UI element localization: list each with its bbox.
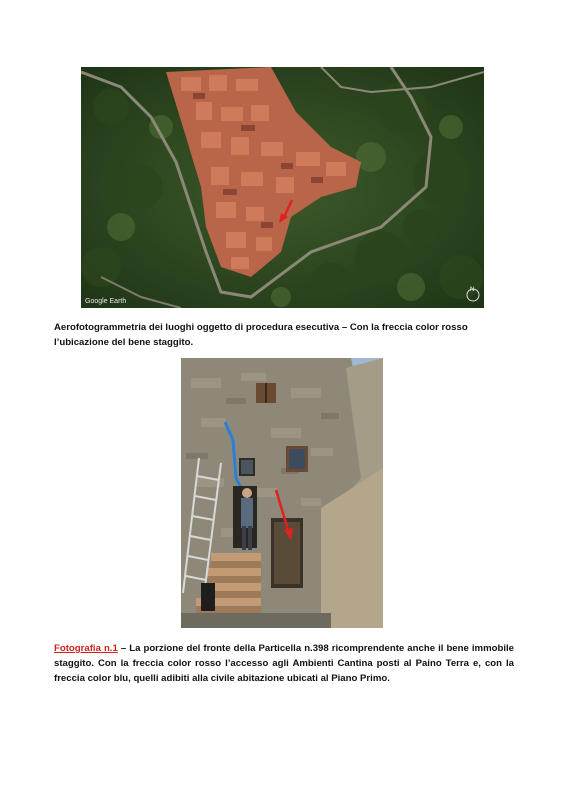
aerial-photo xyxy=(81,67,484,308)
photo-caption-text: – La porzione del fronte della Particella n.398 ricomprendente anche il bene immobile staggito. Con la freccia color rosso l’accesso agli Ambienti Cantina posti al Paino Terra e, con la freccia color blu, quelli adibiti alla civile abitazione ubicati al Piano Primo. xyxy=(54,643,514,684)
google-earth-watermark: Google Earth xyxy=(85,298,127,305)
photo-caption xyxy=(54,641,514,686)
aerial-caption: Aerofotogrammetria dei luoghi oggetto di procedura esecutiva – Con la freccia color rosso l’ubicazione del bene staggito. xyxy=(54,322,468,348)
svg-text:N: N xyxy=(470,287,475,293)
photo-reference: Fotografia n.1 xyxy=(54,643,118,654)
facade-photo xyxy=(181,358,383,628)
